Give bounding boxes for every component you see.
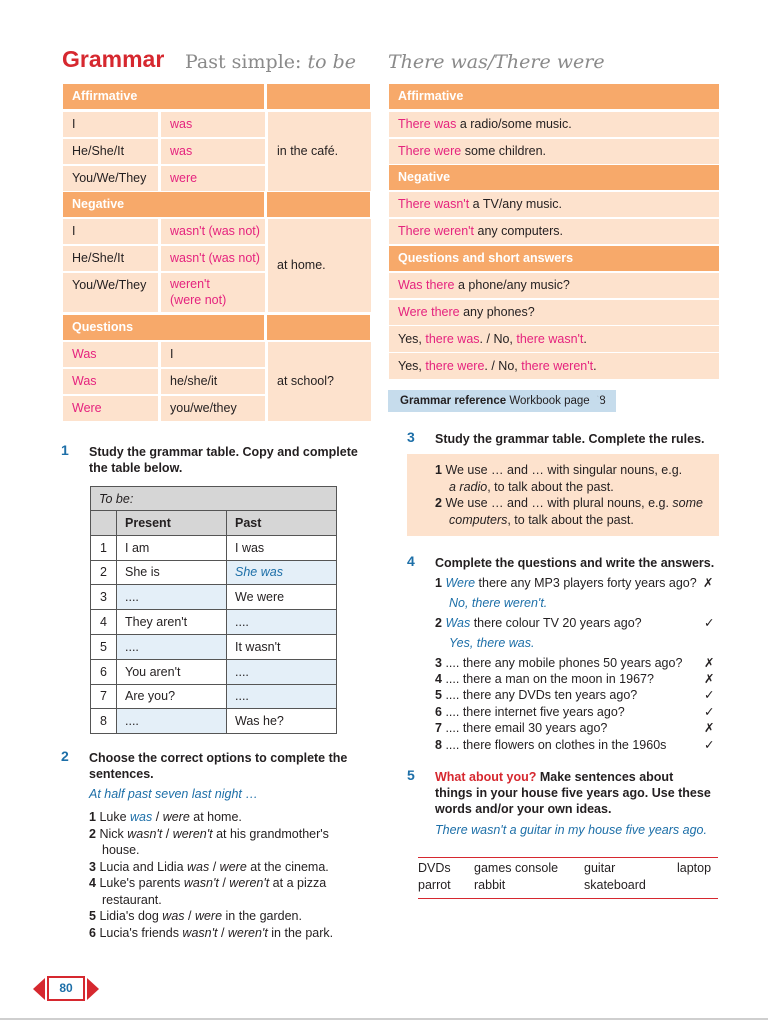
verb-cell: Was (63, 342, 158, 367)
word-chip: DVDs (418, 861, 451, 875)
table-row (389, 326, 719, 352)
table-row (91, 659, 337, 684)
subject-cell: You/We/They (63, 273, 158, 312)
row-number: 3 (91, 585, 117, 610)
question-text: there a man on the moon in 1967? (459, 672, 654, 686)
option-1[interactable]: wasn't (182, 925, 218, 940)
table-title: To be: (91, 487, 337, 511)
item-text: Lucia and Lidia (99, 859, 188, 874)
item-text: Luke (99, 810, 131, 824)
grammar-reference-page: Workbook page 98 (506, 395, 606, 407)
rule-number: 2 (435, 496, 442, 510)
answer-text: Yes, there was. (449, 636, 535, 650)
subtitle-italic: to be (307, 51, 356, 73)
highlight-text: there were (425, 359, 485, 373)
negative-heading: Negative (389, 165, 719, 190)
item-text: restaurant. (102, 892, 162, 907)
option-separator: / (209, 859, 220, 874)
blank[interactable]: .... (445, 672, 460, 686)
present-blank[interactable]: .... (117, 585, 227, 610)
exercise-4-item-6 (435, 704, 625, 721)
list-item (89, 925, 379, 942)
exercise-number: 3 (407, 429, 415, 445)
item-number: 5 (89, 909, 96, 923)
verb-cell: was (161, 112, 265, 137)
instruction-lead: What about you? (435, 770, 537, 784)
exercise-2-list (89, 809, 379, 941)
grammar-reference-tag[interactable] (388, 390, 616, 412)
verb-cell: Was (63, 369, 158, 394)
place-cell: at home. (268, 219, 371, 312)
present-cell: They aren't (117, 610, 227, 635)
item-number: 4 (435, 672, 442, 686)
rule-text: We use … and … with singular nouns, e.g. (445, 463, 683, 477)
highlight-text: Was there (398, 278, 455, 292)
option-2[interactable]: weren't (229, 876, 270, 890)
row-text: a radio/some music. (456, 117, 572, 131)
list-item (89, 809, 379, 826)
table-row (91, 585, 337, 610)
subject-cell: You/We/They (63, 166, 158, 191)
verb-cell: wasn't (was not) (161, 219, 265, 244)
table-row (389, 192, 719, 217)
rule-2 (435, 495, 720, 528)
question-text: there any DVDs ten years ago? (459, 688, 638, 702)
row-text: any computers. (474, 224, 563, 238)
row-text: some children. (461, 144, 546, 158)
blank[interactable]: .... (445, 738, 460, 752)
exercise-4-item-4 (435, 671, 654, 688)
row-text: any phones? (459, 305, 535, 319)
option-separator: / (217, 925, 228, 940)
exercise-2-intro: At half past seven last night … (89, 787, 258, 801)
exercise-4-item-8 (435, 737, 666, 754)
present-cell: I am (117, 535, 227, 560)
past-cell: We were (227, 585, 337, 610)
table-row (389, 353, 719, 379)
exercise-number: 1 (61, 442, 69, 458)
item-text: Lucia's friends (99, 925, 183, 940)
row-number: 5 (91, 634, 117, 659)
option-2[interactable]: weren't (227, 925, 268, 940)
subtitle-text: Past simple: (185, 51, 308, 73)
item-text: house. (102, 843, 140, 857)
blank[interactable]: .... (445, 688, 460, 702)
past-blank[interactable]: .... (227, 684, 337, 709)
place-cell: in the café. (268, 112, 371, 191)
option-1[interactable]: wasn't (183, 876, 219, 890)
list-item (89, 908, 379, 925)
blank[interactable]: .... (445, 721, 460, 735)
word-chip: rabbit (474, 878, 506, 892)
verb-cell (161, 273, 265, 312)
exercise-4-item-5 (435, 687, 637, 704)
instruction-text: Make sentences about (536, 770, 674, 784)
affirmative-heading: Affirmative (389, 84, 719, 109)
rule-number: 1 (435, 463, 442, 477)
table-row (389, 273, 719, 298)
table-row (91, 487, 337, 511)
cross-mark-icon: ✗ (704, 672, 715, 686)
word-chip: parrot (418, 878, 451, 892)
option-2[interactable]: were (194, 909, 223, 923)
list-item (89, 859, 379, 876)
subject-cell: I (63, 219, 158, 244)
column-header-past: Past (227, 511, 337, 536)
table-header-row (63, 84, 370, 109)
highlight-text: There was (398, 117, 457, 131)
word-box (418, 857, 718, 899)
subject-cell: he/she/it (161, 369, 265, 394)
present-cell: She is (117, 560, 227, 585)
highlight-text: there wasn't (516, 332, 584, 346)
highlight-text: Were there (398, 305, 460, 319)
questions-heading: Questions (63, 315, 264, 340)
option-separator: / (162, 826, 173, 841)
option-2[interactable]: were (219, 859, 247, 874)
row-number: 7 (91, 684, 117, 709)
highlight-text: there weren't (521, 359, 594, 373)
table-row (389, 219, 719, 244)
table-row (91, 634, 337, 659)
row-number: 1 (91, 535, 117, 560)
exercise-5-instruction (435, 769, 725, 817)
option-separator: / (218, 876, 230, 890)
table-row (63, 369, 268, 394)
item-number: 3 (89, 859, 96, 874)
rule-example: computers (449, 512, 508, 527)
exercise-2-instruction: Choose the correct options to complete the sentences. (89, 751, 348, 781)
present-cell: You aren't (117, 659, 227, 684)
item-text: at a pizza (269, 876, 327, 890)
option-1[interactable]: was (162, 909, 185, 923)
section-title: Grammar (62, 46, 165, 72)
table-row (91, 511, 337, 536)
negative-heading: Negative (63, 192, 264, 217)
verb-cell: was (161, 139, 265, 164)
check-mark-icon: ✓ (704, 688, 715, 702)
exercise-1-instruction: Study the grammar table. Copy and complete the table below. (89, 445, 358, 475)
item-text: at home. (189, 810, 242, 824)
item-number: 4 (89, 876, 96, 890)
verb-full-text: (were not) (170, 293, 227, 307)
item-number: 8 (435, 738, 442, 752)
cross-mark-icon: ✗ (704, 721, 715, 735)
option-1[interactable]: was (187, 859, 210, 874)
check-mark-icon: ✓ (704, 616, 715, 630)
subject-cell: I (63, 112, 158, 137)
page-number: 80 (47, 976, 85, 1001)
item-text: at the cinema. (246, 859, 329, 874)
list-item (89, 875, 379, 908)
row-number: 6 (91, 659, 117, 684)
item-number: 5 (435, 688, 442, 702)
rule-text: , to talk about the past. (487, 479, 614, 494)
item-text: Lidia's dog (99, 909, 163, 923)
rule-example: some (672, 496, 703, 510)
row-text: . (583, 332, 587, 346)
word-chip: skateboard (584, 878, 646, 892)
exercise-4-item-7 (435, 720, 607, 737)
item-text: Luke's parents (99, 876, 184, 890)
subject-cell: I (161, 342, 265, 367)
table-row (63, 219, 268, 244)
item-number: 3 (435, 656, 442, 670)
exercise-number: 5 (407, 767, 415, 783)
row-text: . (593, 359, 597, 373)
past-cell: It wasn't (227, 634, 337, 659)
table-header-blank (91, 511, 117, 536)
table-row (91, 560, 337, 585)
table-header-row (63, 192, 370, 217)
cross-mark-icon: ✗ (703, 576, 714, 590)
past-cell: Was he? (227, 709, 337, 734)
exercise-5-example: There wasn't a guitar in my house five years ago. (435, 823, 707, 837)
present-blank[interactable]: .... (117, 709, 227, 734)
past-cell: I was (227, 535, 337, 560)
exercise-1-table (90, 486, 337, 734)
table-row (63, 139, 268, 164)
row-text: . / No, (484, 359, 522, 373)
exercise-number: 4 (407, 553, 415, 569)
item-number: 1 (435, 576, 442, 590)
exercise-4-instruction: Complete the questions and write the answers. (435, 556, 715, 570)
table-row (91, 709, 337, 734)
header-blank (267, 315, 370, 340)
blank[interactable]: .... (445, 705, 460, 719)
table-row (63, 396, 268, 421)
check-mark-icon: ✓ (704, 705, 715, 719)
verb-cell: were (161, 166, 265, 191)
subject-cell: you/we/they (161, 396, 265, 421)
present-cell: Are you? (117, 684, 227, 709)
row-number: 2 (91, 560, 117, 585)
header-blank (267, 192, 370, 217)
item-number: 7 (435, 721, 442, 735)
highlight-text: There weren't (398, 224, 475, 238)
subject-cell: He/She/It (63, 139, 158, 164)
exercise-4-item-3 (435, 655, 682, 672)
question-text: there flowers on clothes in the 1960s (459, 738, 667, 752)
subject-cell: He/She/It (63, 246, 158, 271)
table-header-row (63, 315, 370, 340)
exercise-3-instruction: Study the grammar table. Complete the rules. (435, 432, 705, 446)
item-number: 6 (435, 705, 442, 719)
header-blank (267, 84, 370, 109)
option-1[interactable]: wasn't (127, 826, 163, 841)
question-text: there internet five years ago? (459, 705, 625, 719)
table-row (63, 112, 268, 137)
answer-text: No, there weren't. (449, 596, 548, 610)
item-number: 6 (89, 925, 96, 940)
table-row (91, 684, 337, 709)
list-item (89, 826, 379, 859)
question-text: there colour TV 20 years ago? (470, 616, 642, 630)
instruction-text: words and/or your own ideas. (435, 802, 612, 816)
questions-heading: Questions and short answers (389, 246, 719, 271)
item-text: in the park. (267, 925, 334, 940)
item-text: at his grandmother's (212, 826, 329, 841)
highlight-text: There wasn't (398, 197, 470, 211)
present-blank[interactable]: .... (117, 634, 227, 659)
table-row (389, 300, 719, 325)
row-text: . / No, (479, 332, 517, 346)
section-subtitle-past-simple (185, 51, 356, 73)
table-row (63, 246, 268, 271)
exercise-number: 2 (61, 748, 69, 764)
option-separator: / (184, 909, 195, 923)
exercise-4-item-1 (435, 575, 720, 592)
row-number: 4 (91, 610, 117, 635)
check-mark-icon: ✓ (704, 738, 715, 752)
option-separator: / (152, 810, 163, 824)
page-bottom-divider (0, 1018, 768, 1020)
option-1[interactable]: was (130, 810, 153, 824)
past-cell-example: She was (227, 560, 337, 585)
grammar-reference-label: Grammar reference (400, 395, 507, 407)
option-2[interactable]: were (162, 810, 190, 824)
table-row (63, 273, 268, 312)
instruction-text: things in your house five years ago. Use these (435, 786, 711, 800)
table-row (63, 166, 268, 191)
table-row (389, 112, 719, 137)
word-chip: laptop (677, 861, 712, 875)
rule-text: We use … and … with plural nouns, e.g. (445, 496, 673, 510)
row-text: a TV/any music. (469, 197, 563, 211)
question-text: there email 30 years ago? (459, 721, 608, 735)
question-text: there any mobile phones 50 years ago? (459, 656, 683, 670)
row-number: 8 (91, 709, 117, 734)
blank[interactable]: .... (445, 656, 460, 670)
affirmative-heading: Affirmative (63, 84, 264, 109)
answer-verb: Was (445, 616, 471, 630)
option-2[interactable]: weren't (172, 826, 213, 841)
verb-cell: wasn't (was not) (161, 246, 265, 271)
word-chip: guitar (584, 861, 616, 875)
highlight-text: There were (398, 144, 462, 158)
item-text: Nick (99, 826, 128, 841)
highlight-text: there was (425, 332, 480, 346)
item-number: 1 (89, 810, 96, 824)
question-text: there any MP3 players forty years ago? (475, 576, 697, 590)
item-number: 2 (89, 826, 96, 841)
section-subtitle-there-was: There was/There were (388, 51, 605, 73)
past-blank[interactable]: .... (227, 610, 337, 635)
word-chip: games console (474, 861, 559, 875)
place-cell: at school? (268, 342, 371, 421)
table-row (91, 535, 337, 560)
rule-example: a radio (449, 479, 488, 494)
row-text: Yes, (398, 332, 426, 346)
table-row (389, 139, 719, 164)
cross-mark-icon: ✗ (704, 656, 715, 670)
table-row (63, 342, 268, 367)
answer-verb: Were (445, 576, 476, 590)
exercise-4-item-2 (435, 615, 720, 632)
grammar-reference-arrow (592, 390, 602, 412)
rule-1 (435, 462, 720, 495)
item-text: in the garden. (222, 909, 302, 923)
next-page-arrow-icon[interactable] (87, 978, 99, 1000)
column-header-present: Present (117, 511, 227, 536)
verb-cell: Were (63, 396, 158, 421)
table-row (91, 610, 337, 635)
verb-text: weren't (170, 277, 210, 291)
previous-page-arrow-icon[interactable] (33, 978, 45, 1000)
item-number: 2 (435, 616, 442, 630)
past-blank[interactable]: .... (227, 659, 337, 684)
row-text: a phone/any music? (454, 278, 570, 292)
row-text: Yes, (398, 359, 426, 373)
rule-text: , to talk about the past. (507, 512, 634, 527)
